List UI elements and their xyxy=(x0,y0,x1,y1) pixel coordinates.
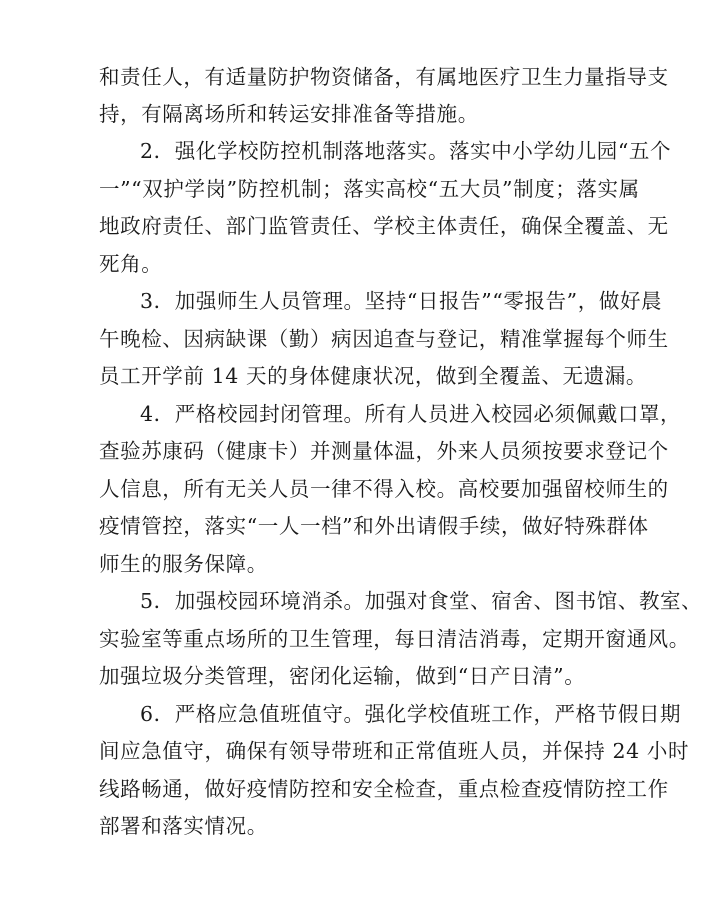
text-line: 实验室等重点场所的卫生管理，每日清洁消毒，定期开窗通风。 xyxy=(99,627,690,651)
text-line: 师生的服务保障。 xyxy=(99,552,268,576)
text-line: 查验苏康码（健康卡）并测量体温，外来人员须按要求登记个 xyxy=(99,439,669,463)
text-line: 疫情管控，落实“一人一档”和外出请假手续，做好特殊群体 xyxy=(99,514,649,538)
text-line: 持，有隔离场所和转运安排准备等措施。 xyxy=(99,102,479,126)
text-line: 5．加强校园环境消杀。加强对食堂、宿舍、图书馆、教室、 xyxy=(140,589,703,613)
text-line: 4．严格校园封闭管理。所有人员进入校园必须佩戴口罩， xyxy=(140,402,682,426)
text-line: 员工开学前 14 天的身体健康状况，做到全覆盖、无遗漏。 xyxy=(99,364,647,388)
text-line: 一”“双护学岗”防控机制；落实高校“五大员”制度；落实属 xyxy=(99,177,640,201)
text-line: 午晚检、因病缺课（勤）病因追查与登记，精准掌握每个师生 xyxy=(99,327,669,351)
text-line: 部署和落实情况。 xyxy=(99,814,268,838)
text-line: 线路畅通，做好疫情防控和安全检查，重点检查疫情防控工作 xyxy=(99,777,669,801)
text-line: 6．严格应急值班值守。强化学校值班工作，严格节假日期 xyxy=(140,702,682,726)
text-line: 3．加强师生人员管理。坚持“日报告”“零报告”，做好晨 xyxy=(140,289,663,313)
text-line: 地政府责任、部门监管责任、学校主体责任，确保全覆盖、无 xyxy=(99,214,669,238)
text-line: 人信息，所有无关人员一律不得入校。高校要加强留校师生的 xyxy=(99,477,669,501)
text-line: 2．强化学校防控机制落地落实。落实中小学幼儿园“五个 xyxy=(140,139,672,163)
text-line: 和责任人，有适量防护物资储备，有属地医疗卫生力量指导支 xyxy=(99,65,669,89)
text-line: 加强垃圾分类管理，密闭化运输，做到“日产日清”。 xyxy=(99,664,586,688)
text-line: 死角。 xyxy=(99,252,163,276)
text-line: 间应急值守，确保有领导带班和正常值班人员，并保持 24 小时 xyxy=(99,739,690,763)
